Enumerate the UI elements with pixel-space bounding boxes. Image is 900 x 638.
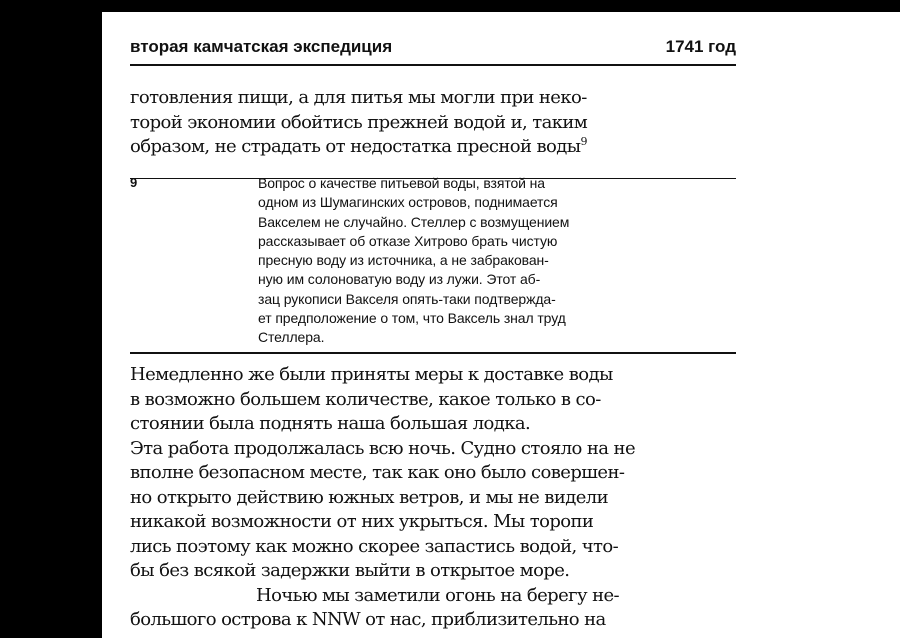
footnote-line: ную им солоноватую воду из лужи. Этот аб- <box>258 271 541 288</box>
text-line: но открыто действию южных ветров, и мы не видели <box>130 486 609 508</box>
footnote-number: 9 <box>130 175 138 190</box>
footnote-line: зац рукописи Вакселя опять-таки подтвержда- <box>258 290 556 307</box>
footnote-line: ет предположение о том, что Ваксель знал труд <box>258 310 566 327</box>
text-line <box>130 135 736 160</box>
text-line: лись поэтому как можно скорее запастись водой, что- <box>130 535 619 557</box>
book-page <box>102 12 782 638</box>
footnote-line: Стеллера. <box>258 329 325 346</box>
text-line: Немедленно же были приняты меры к доставке воды <box>130 364 613 385</box>
text-line: готовления пищи, а для питья мы могли при неко- <box>130 87 587 108</box>
text-line: стоянии была поднять наша большая лодка. <box>130 413 531 434</box>
top-black-bar <box>0 0 900 12</box>
running-header-title: вторая камчатская экспедиция <box>130 37 393 56</box>
text-line: Эта работа продолжалась всю ночь. Судно стояло на не <box>130 437 636 459</box>
text-line: никакой возможности от них укрыться. Мы торопи <box>130 511 594 532</box>
text-line: бы без всякой задержки выйти в открытое море. <box>130 560 570 581</box>
footnote-reference: 9 <box>580 135 587 148</box>
footnote-line: Вакселем не случайно. Стеллер с возмущением <box>258 213 570 230</box>
running-header-year: 1741 год <box>665 37 736 56</box>
text-line: торой экономии обойтись прежней водой и, таким <box>130 111 588 133</box>
paragraph-main <box>130 363 736 633</box>
text-line: вполне безопасном месте, так как оно было совершен- <box>130 462 625 483</box>
text-line-content: образом, не страдать от недостатка пресной воды <box>130 136 581 157</box>
footnote-text <box>258 174 638 348</box>
footnote-line: рассказывает об отказе Хитрово брать чистую <box>258 232 558 249</box>
footnote-line: Вопрос о качестве питьевой воды, взятой на <box>258 175 545 191</box>
paragraph-top <box>130 86 736 160</box>
footnote-line: одном из Шумагинских островов, поднимается <box>258 194 558 211</box>
running-header <box>130 36 736 62</box>
footnote-rule-bottom <box>130 352 736 354</box>
text-line: большого острова к NNW от нас, приблизительно на <box>130 609 606 630</box>
header-rule <box>130 64 736 66</box>
right-blank-area <box>782 12 900 638</box>
text-line-indented: Ночью мы заметили огонь на берегу не- <box>256 584 619 606</box>
text-line: в возможно большем количестве, какое только в со- <box>130 388 601 410</box>
footnote-line: пресную воду из источника, а не забракован- <box>258 252 549 269</box>
